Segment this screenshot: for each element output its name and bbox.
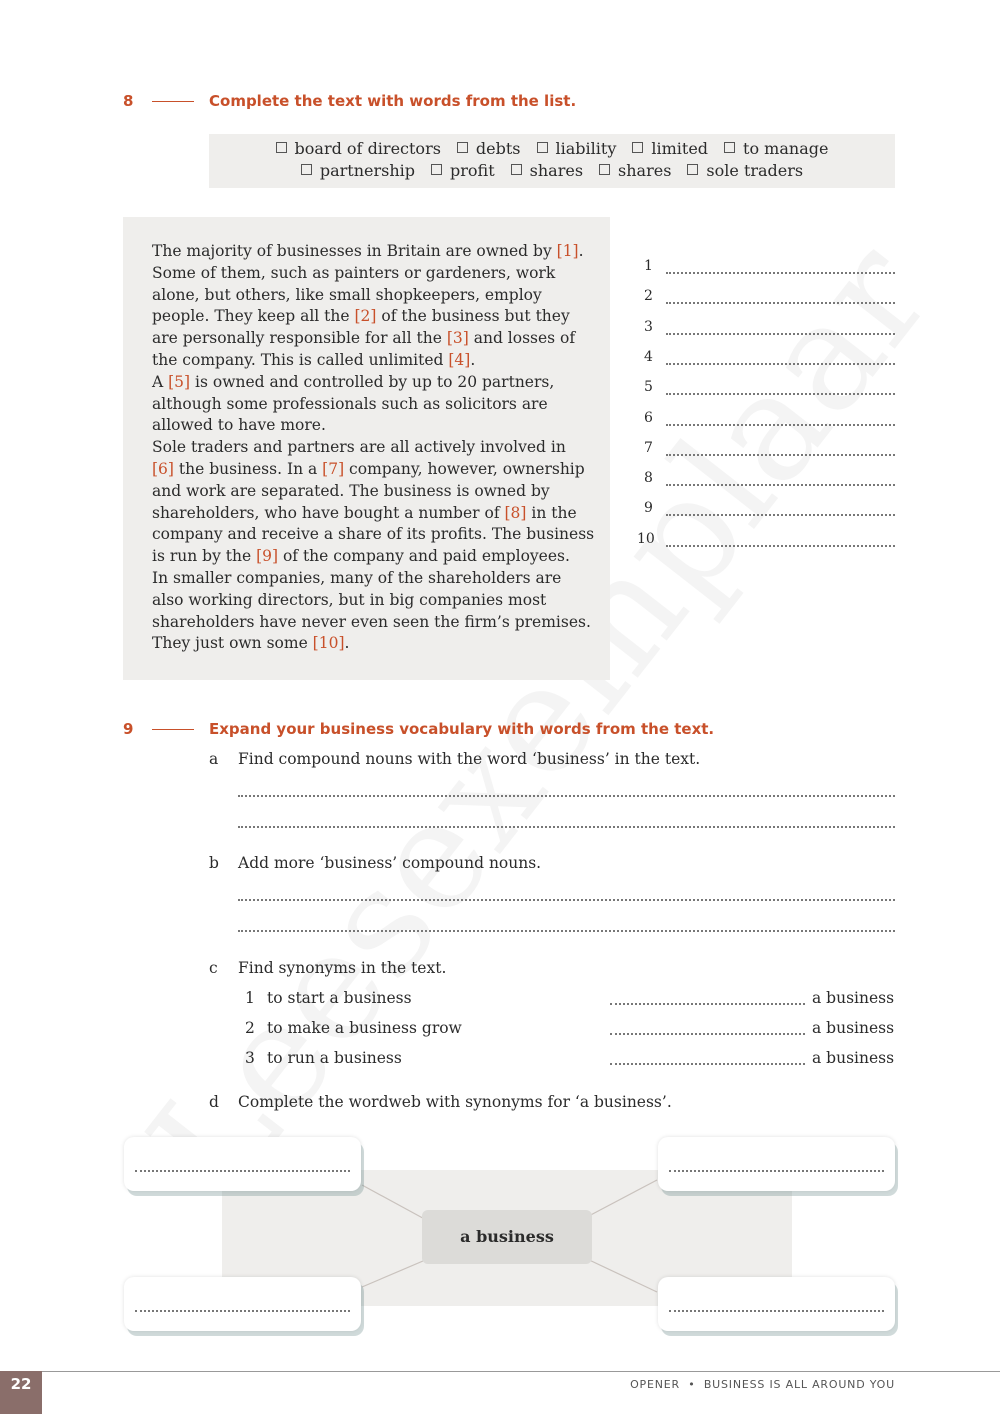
passage-fragment: shareholders, who have bought a number of — [152, 503, 505, 522]
word-list-word: to manage — [743, 139, 829, 158]
passage-fragment: company, however, ownership — [344, 459, 585, 478]
answer-number: 4 — [644, 348, 653, 365]
part-b-instruction: Add more ‘business’ compound nouns. — [238, 854, 542, 872]
synonym-prompt: to make a business grow — [267, 1019, 462, 1037]
passage-fragment: of the company and paid employees. — [278, 547, 570, 566]
footer-section: OPENER — [630, 1378, 680, 1391]
synonym-suffix: a business — [812, 989, 895, 1007]
gap-marker: [4] — [448, 350, 471, 369]
answer-number: 6 — [644, 409, 653, 426]
gap-marker: [9] — [256, 547, 279, 566]
passage-fragment: In smaller companies, many of the shareholders are — [152, 568, 562, 587]
synonym-num: 3 — [245, 1049, 255, 1067]
footer-running-head — [630, 1378, 895, 1391]
wordweb-answer-line[interactable] — [135, 1310, 350, 1312]
answer-number: 9 — [644, 500, 653, 517]
synonym-num: 1 — [245, 989, 255, 1007]
word-list-word: sole traders — [706, 161, 804, 180]
part-c-instruction: Find synonyms in the text. — [238, 959, 447, 977]
word-list-word: profit — [450, 161, 495, 180]
answer-number: 8 — [644, 470, 653, 487]
answer-number: 10 — [637, 530, 655, 547]
passage-fragment: Some of them, such as painters or gardeners, work — [152, 263, 556, 282]
passage-fragment: of the business but they — [376, 307, 570, 326]
part-c-letter: c — [209, 959, 218, 977]
part-a-letter: a — [209, 750, 219, 768]
part-b-letter: b — [209, 854, 219, 872]
passage-fragment: Sole traders and partners are all actively involved in — [152, 438, 566, 457]
gap-marker: [6] — [152, 459, 174, 478]
gap-marker: [7] — [322, 459, 345, 478]
part-d-instruction: Complete the wordweb with synonyms for ‘a business’. — [238, 1093, 672, 1111]
passage-fragment: . — [470, 350, 476, 369]
passage-fragment: A — [152, 372, 169, 391]
passage-fragment: also working directors, but in big companies most — [152, 590, 547, 609]
passage-fragment: people. They keep all the — [152, 307, 355, 326]
wordweb-answer-line[interactable] — [669, 1310, 884, 1312]
word-list-word: board of directors — [294, 139, 441, 158]
gap-marker: [3] — [446, 329, 469, 348]
connector-bottom-right — [585, 1258, 657, 1292]
word-list-word: shares — [529, 161, 584, 180]
passage-fragment: are personally responsible for all the — [152, 329, 447, 348]
synonym-prompt: to run a business — [267, 1049, 402, 1067]
wordweb-box-top-right[interactable] — [658, 1137, 895, 1191]
wordweb-box-top-left[interactable] — [124, 1137, 361, 1191]
part-d-letter: d — [209, 1093, 219, 1111]
wordweb-center: a business — [422, 1210, 592, 1264]
synonym-num: 2 — [245, 1019, 255, 1037]
passage-fragment: and work are separated. The business is owned by — [152, 481, 550, 500]
exercise-9-title: Expand your business vocabulary with words from the text. — [209, 720, 715, 738]
footer-rule — [0, 1371, 1000, 1372]
passage-fragment: is owned and controlled by up to 20 partners, — [190, 372, 555, 391]
passage-fragment: the company. This is called unlimited — [152, 350, 449, 369]
exercise-8-number: 8 — [123, 92, 134, 110]
passage-fragment: allowed to have more. — [152, 416, 326, 435]
word-list-word: liability — [555, 139, 617, 158]
answer-number: 7 — [644, 439, 653, 456]
wordweb-answer-line[interactable] — [669, 1170, 884, 1172]
passage-fragment: the business. In a — [173, 459, 323, 478]
passage-fragment: shareholders have never even seen the firm’s premises. — [152, 612, 591, 631]
wordweb-box-bottom-left[interactable] — [124, 1277, 361, 1331]
passage-fragment: and losses of — [468, 329, 576, 348]
passage-fragment: . — [344, 634, 350, 653]
passage-fragment: alone, but others, like small shopkeepers, employ — [152, 285, 542, 304]
gap-marker: [8] — [504, 503, 527, 522]
word-list-word: limited — [651, 139, 709, 158]
passage-fragment: is run by the — [152, 547, 257, 566]
footer-bullet: • — [688, 1378, 696, 1391]
gap-marker: [1] — [556, 242, 579, 260]
footer-chapter: BUSINESS IS ALL AROUND YOU — [703, 1378, 895, 1391]
connector-top-left — [362, 1185, 430, 1222]
answer-number: 1 — [644, 258, 653, 274]
passage-fragment: in the — [526, 503, 577, 522]
gap-marker: [5] — [168, 372, 191, 391]
passage-fragment: although some professionals such as solicitors are — [152, 394, 548, 413]
part-a-instruction: Find compound nouns with the word ‘business’ in the text. — [238, 750, 701, 768]
answer-number: 2 — [644, 288, 653, 305]
gap-marker: [2] — [354, 307, 377, 326]
wordweb-box-bottom-right[interactable] — [658, 1277, 895, 1331]
gap-marker: [10] — [312, 634, 345, 653]
passage-fragment: They just own some — [152, 634, 313, 653]
answer-number: 3 — [644, 318, 653, 335]
exercise-8-title: Complete the text with words from the list. — [209, 92, 577, 110]
connector-bottom-left — [362, 1258, 430, 1287]
passage-fragment: . — [578, 242, 584, 260]
word-list-word: shares — [618, 161, 672, 180]
answer-number: 5 — [644, 379, 653, 396]
page-number: 22 — [0, 1371, 42, 1414]
word-list-word: debts — [475, 139, 521, 158]
passage-fragment: The majority of businesses in Britain are owned by — [152, 242, 557, 260]
synonym-suffix: a business — [812, 1049, 895, 1067]
synonym-prompt: to start a business — [267, 989, 412, 1007]
synonym-suffix: a business — [812, 1019, 895, 1037]
exercise-9-number: 9 — [123, 720, 134, 738]
word-list-word: partnership — [319, 161, 416, 180]
connector-top-right — [585, 1180, 657, 1218]
passage-fragment: company and receive a share of its profits. The business — [152, 525, 595, 544]
wordweb-answer-line[interactable] — [135, 1170, 350, 1172]
